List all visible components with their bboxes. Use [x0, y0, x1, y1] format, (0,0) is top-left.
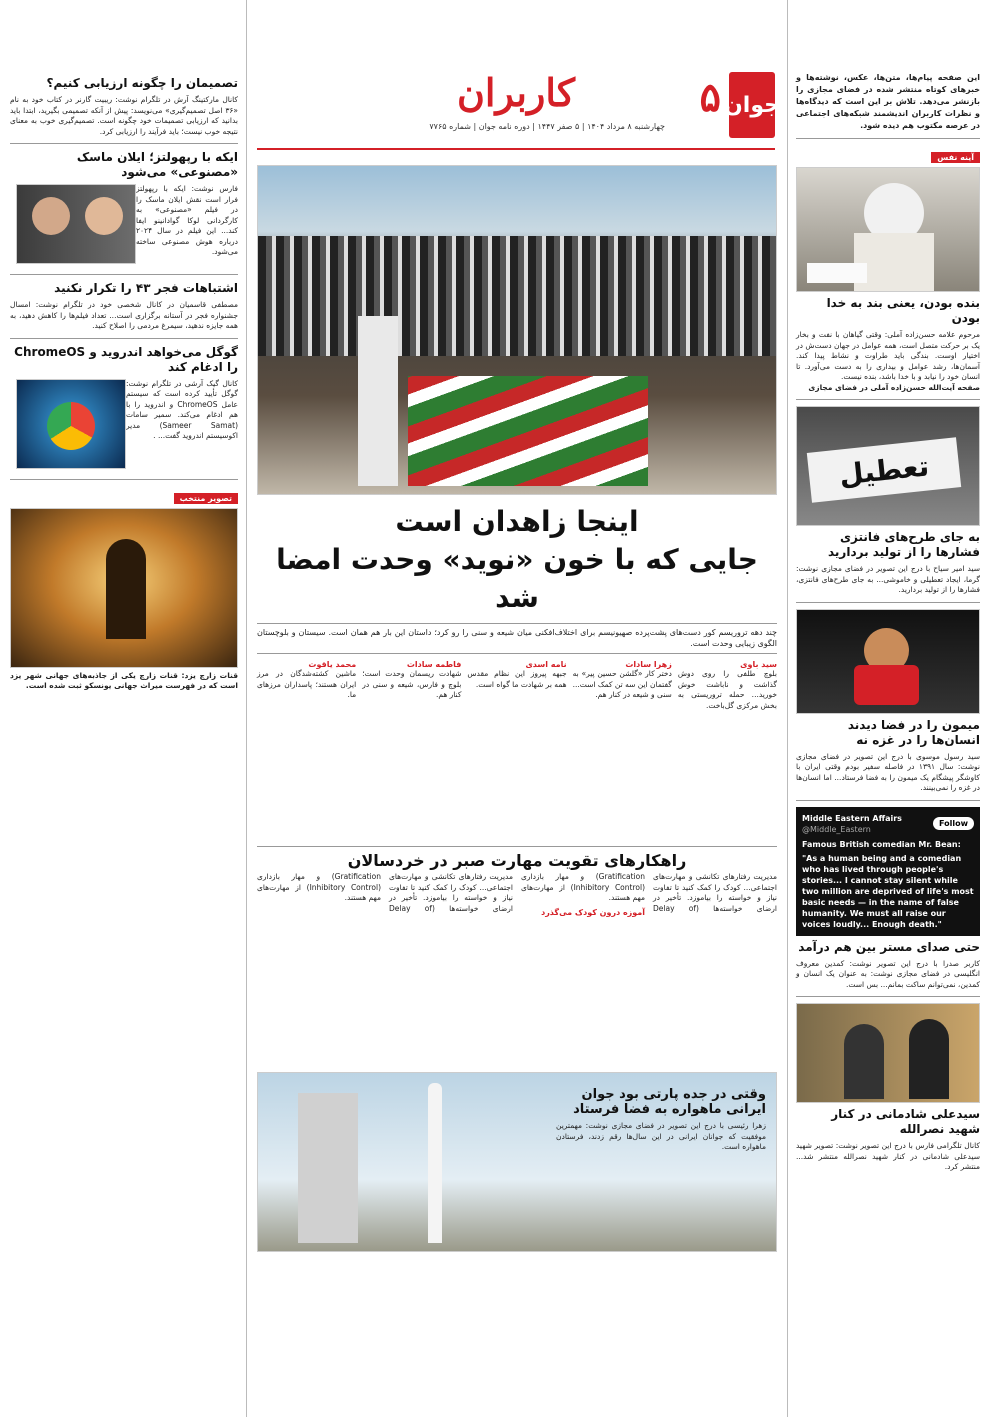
- quote-author: سید باوی: [740, 660, 777, 669]
- scholar-photo: [796, 167, 980, 292]
- quote-author: نامه اسدی: [525, 660, 567, 669]
- funeral-photo: [257, 165, 777, 495]
- article-headline: بنده بودن، یعنی بند به خدا بودن: [826, 296, 980, 325]
- article-headline: راهکارهای تقویت مهارت صبر در خردسالان: [347, 851, 687, 870]
- article-headline: ایکه با رپهولتز؛ ایلان ماسک «مصنوعی» می‌شود: [76, 150, 238, 179]
- main-headline: [257, 503, 777, 617]
- left-column: [0, 0, 247, 1417]
- article-body: زهرا رئیسی با درج این تصویر در فضای مجازی نوشت: مهمترین موفقیت که جوانان ایرانی در این سال‌ها رقم زدند، فرستادن ماهواره است.: [556, 1121, 766, 1151]
- quote-author: زهرا سادات: [625, 660, 672, 669]
- tweet-handle: @Middle_Eastern: [802, 824, 871, 834]
- chrome-android-photo: [16, 379, 126, 469]
- tweet-body: "As a human being and a comedian who has lived through people's stories... I cannot stay silent while two million are deprived of life's most basic needs — in the name of false humanity. We must all raise our voices loudly... Enough death.": [802, 853, 974, 929]
- article-headline: سیدعلی شادمانی در کنار شهید نصرالله: [831, 1107, 980, 1136]
- quote-grid: [257, 660, 777, 840]
- article-headline: به جای طرح‌های فانتزی فشارها را از تولید بردارید: [827, 530, 980, 559]
- closed-sign-photo: [796, 406, 980, 526]
- article-source: صفحه آیت‌الله حسن‌زاده آملی در فضای مجازی: [808, 382, 980, 392]
- quote-text: شهادت ریسمان وحدت است؛ بلوچ و فارس، شیعه و سنی در کنار هم.: [362, 669, 462, 699]
- kicker-label: آینه نفس: [931, 152, 980, 163]
- quote-text: دختر کار «گلشن حسین پیر» به گفتمان این سه تن کمک است... سنی و شیعه در کنار هم.: [572, 669, 672, 699]
- article-headline: گوگل می‌خواهد اندروید و ChromeOS را ادغام کند: [14, 344, 238, 374]
- article-body: مدیریت رفتارهای تکانشی و مهارت‌های اجتماعی... کودک را کمک کنید تا تفاوت نیاز و خواسته را بیاموزد. تأخیر در ارضای خواسته‌ها (Delay of Gratification) و مهار بازداری (Inhibitory Control) از مهارت‌های مهم هستند.: [521, 872, 778, 913]
- lede-text: چند دهه تروریسم کور دست‌های پشت‌پرده صهیونیسم برای اختلاف‌افکنی میان شیعه و سنی را رو کرد؛ داستان این بار هم همان است. سیستان و بلوچستان الگوی زیبایی وحدت است.: [257, 623, 777, 654]
- article-headline: میمون را در فضا دیدند انسان‌ها را در غزه نه: [847, 717, 980, 747]
- tweet-card: [796, 807, 980, 936]
- martyrs-photo: [796, 1003, 980, 1103]
- qanat-photo: [10, 508, 238, 668]
- rocket-photo: [257, 1072, 777, 1252]
- article-body: مصطفی قاسمیان در کانال شخصی خود در تلگرام نوشت: امسال جشنواره فجر در آستانه برگزاری است... تعداد فیلم‌ها را کاهش دهید، به همه جایزه ندهید، سیمرغ مردمی را اصلاح کنید.: [10, 300, 238, 330]
- article-headline: وقتی در جده پارتی بود جوان ایرانی ماهواره به فضا فرستاد: [573, 1087, 766, 1117]
- actor-photo: [16, 184, 136, 264]
- article-columns: [257, 872, 777, 1072]
- headline-line-1: اینجا زاهدان است: [395, 505, 639, 538]
- article-body: کانال گیک آرشی در تلگرام نوشت: گوگل تأیید کرده است که سیستم عامل ChromeOS و اندروید را با هم ادغام می‌کند. سمیر سامات (Sameer Samat) مدیر اکوسیستم اندروید گفت... .: [126, 378, 238, 440]
- right-column: [787, 0, 992, 1417]
- kicker-label: تصویر منتخب: [174, 493, 238, 504]
- article-body: کانال تلگرامی فارس با درج این تصویر نوشت: تصویر شهید سیدعلی شادمانی در کنار شهید نصرالله منتشر شد... منتشر کرد.: [796, 1141, 980, 1171]
- article-headline: تصمیمان را چگونه ارزیابی کنیم؟: [46, 76, 238, 90]
- article-body: سید امیر سیاح با درج این تصویر در فضای مجازی نوشت: گرما، ایجاد تعطیلی و خاموشی... به جای طرح‌های فانتزی، فشارها را از تولید بردارید.: [796, 564, 980, 594]
- article-headline: اشتباهات فجر ۴۳ را تکرار نکنید: [54, 281, 238, 295]
- article-body: فارس نوشت: ایکه با رپهولتز فرار است نقش ایلان ماسک را در فیلم «مصنوعی» به کارگردانی لوکا گوادانینو ایفا کند... این فیلم در سال ۲۰۲۴ درباره هوش مصنوعی ساخته می‌شود.: [136, 184, 238, 256]
- monkey-photo: [796, 609, 980, 714]
- dateline: چهارشنبه ۸ مرداد ۱۴۰۴ | ۵ صفر ۱۴۴۷ | دوره نامه جوان | شماره ۷۷۶۵: [429, 122, 665, 131]
- article-body: مرحوم علامه حسن‌زاده آملی: وقتی گیاهان با نفت و بخار یک بر حرکت متصل است، همه عوامل در جهان دست‌ش در اختیار اوست. بندگی باید طراوت و نشاط پیدا کند. آسمان‌ها، رشد عوامل و بیداری را به دست می‌آورد. تا انسان خود را نیابد و با خدا باشد، بنده نیست.: [796, 330, 980, 381]
- article-body-repeat: مدیریت رفتارهای تکانشی و مهارت‌های اجتماعی... کودک را کمک کنید تا تفاوت نیاز و خواسته را بیاموزد. تأخیر در ارضای خواسته‌ها (Delay of Gratification) و مهار بازداری (Inhibitory Control) از مهارت‌های مهم هستند.: [257, 872, 514, 913]
- follow-button[interactable]: Follow: [933, 817, 974, 830]
- article-headline: حتی صدای مستر بین هم درآمد: [798, 939, 980, 954]
- article-body: سید رسول موسوی با درج این تصویر در فضای مجازی نوشت: سال ۱۳۹۱ در فاصله سفیر بودم وقتی ایران با کاوشگر پیشگام یک میمون را به فضا فرستاد... اما انسان‌ها در غزه را نمی‌بینند.: [796, 751, 980, 792]
- quote-author: محمد یاقوت: [308, 660, 357, 669]
- article-body: کاربر صدرا با درج این تصویر نوشت: کمدین معروف انگلیسی در فضای مجازی نوشت: به عنوان یک انسان و کمدین، نمی‌توانم ساکت بمانم... بس است.: [796, 958, 980, 989]
- article-subhead: آموزه درون کودک می‌گذرد: [541, 907, 645, 917]
- sign-text: تعطیل: [807, 437, 961, 502]
- article-body: کانال مارکتینگ آرش در تلگرام نوشت: ریبیت گارنر در کتاب خود به نام «۳۶ اصل تصمیم‌گیری» می‌نویسد: پیش از آنکه تصمیمی بگیرید، ابتدا باید بدانید که ارزیابی تصمیمات خود چگونه است. تصمیم‌گیری خوب به معنای نتیجه خوب نیست؛ باید فرآیند را ارزیابی کرد.: [10, 95, 238, 136]
- section-title: کاربران: [457, 70, 576, 115]
- quote-text: جبهه پیروز این نظام مقدس همه بر شهادت ما گواه است.: [467, 669, 567, 689]
- tweet-author: Middle Eastern Affairs: [802, 813, 902, 823]
- newspaper-logo: جوان: [729, 72, 775, 138]
- headline-line-2: جایی که با خون «نوید» وحدت امضا شد: [276, 543, 758, 614]
- quote-author: فاطمه سادات: [406, 660, 462, 669]
- tweet-lead: Famous British comedian Mr. Bean:: [802, 839, 961, 849]
- photo-caption: قنات زارچ یزد: قنات زارچ یکی از جاذبه‌های جهانی شهر یزد است که در فهرست میراث جهانی یونسکو ثبت شده است.: [10, 670, 238, 690]
- quote-text: بلوچ طلفی را روی دوش گذاشت و ناباشت خوش خورید... حمله تروریستی به بخش مرکزی گل‌باخت.: [677, 669, 777, 710]
- center-column: [247, 0, 787, 1417]
- intro-text: این صفحه پیام‌ها، متن‌ها، عکس، نوشته‌ها و خبرهای کوتاه منتشر شده در فضای مجازی را بازنشر می‌دهد. تلاش بر این است که دیدگاه‌ها و نظرات کاربران اندیشمند شبکه‌های اجتماعی در عرصه مکتوب هم دیده شود.: [796, 73, 980, 130]
- page-number: ۵: [699, 74, 721, 121]
- quote-text: ماشین کشته‌شدگان در مرز ایران هستند؛ پاسداران مرزهای ما.: [257, 669, 357, 699]
